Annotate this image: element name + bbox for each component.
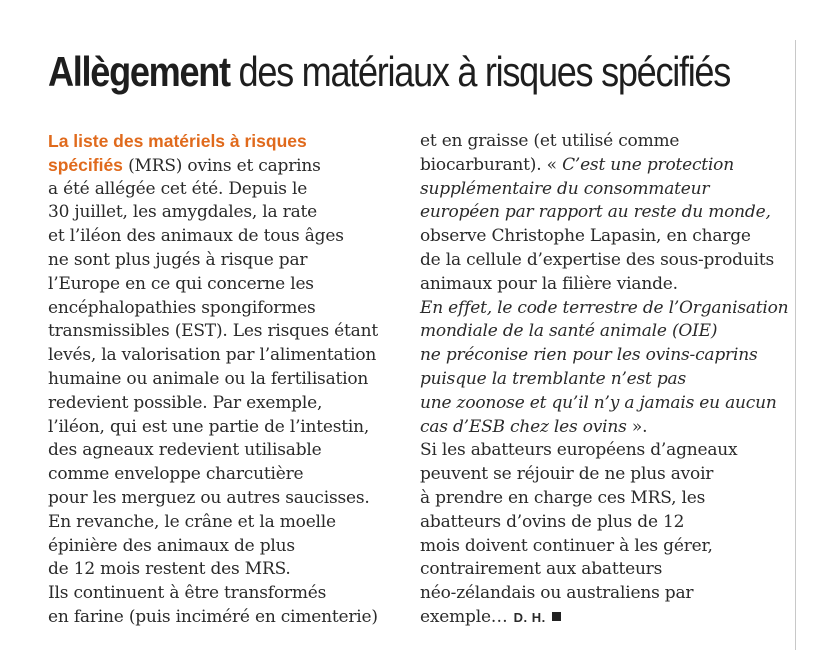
text-line: exemple… D. H.	[420, 606, 790, 630]
right-column	[420, 130, 790, 630]
text-line: a été allégée cet été. Depuis le	[48, 178, 308, 199]
text-line: redevient possible. Par exemple,	[48, 392, 323, 413]
text-line: à prendre en charge ces MRS, les	[420, 487, 706, 508]
text-line: humaine ou animale ou la fertilisation	[48, 368, 369, 389]
text-line: animaux pour la filière viande.	[420, 273, 678, 294]
quote-line: ne préconise rien pour les ovins-caprins	[420, 345, 758, 366]
title-rest: des matériaux à risques spécifiés	[229, 48, 730, 95]
quote-line: supplémentaire du consommateur	[420, 178, 710, 199]
text-line: pour les merguez ou autres saucisses.	[48, 487, 370, 508]
text-line: ne sont plus jugés à risque par	[48, 249, 308, 270]
quote-line: mondiale de la santé animale (OIE)	[420, 321, 718, 342]
text-line: et l’iléon des animaux de tous âges	[48, 226, 344, 247]
text-line: comme enveloppe charcutière	[48, 464, 304, 485]
quote-line: puisque la tremblante n’est pas	[420, 368, 687, 389]
text-line: Si les abatteurs européens d’agneaux	[420, 440, 738, 461]
text-line: et en graisse (et utilisé comme	[420, 131, 680, 151]
text-line: 30 juillet, les amygdales, la rate	[48, 202, 318, 223]
quote-line: En effet, le code terrestre de l’Organisation	[420, 297, 789, 318]
text-line: peuvent se réjouir de ne plus avoir	[420, 464, 714, 485]
lead-line-2: spécifiés	[48, 154, 123, 175]
text-line: mois doivent continuer à les gérer,	[420, 535, 713, 556]
text-line: spécifiés (MRS) ovins et caprins	[48, 154, 321, 176]
text-line: levés, la valorisation par l’alimentation	[48, 345, 377, 366]
quote-line: une zoonose et qu’il n’y a jamais eu aucun	[420, 392, 777, 413]
quote-line: cas d’ESB chez les ovins ».	[420, 416, 648, 437]
quote-line: européen par rapport au reste du monde,	[420, 202, 771, 223]
text-line: l’iléon, qui est une partie de l’intestin,	[48, 416, 370, 437]
text-line: biocarburant). « C’est une protection	[420, 154, 734, 175]
text-line: l’Europe en ce qui concerne les	[48, 273, 314, 294]
text-line: observe Christophe Lapasin, en charge	[420, 226, 751, 247]
text-line: encéphalopathies spongiformes	[48, 297, 316, 318]
text-line: En revanche, le crâne et la moelle	[48, 511, 336, 532]
text-line: de la cellule d’expertise des sous-produits	[420, 249, 775, 270]
end-of-article-square-icon	[552, 612, 561, 621]
lead-line-1: La liste des matériels à risques	[48, 131, 307, 151]
text-line: néo-zélandais ou australiens par	[420, 583, 694, 604]
text-line: épinière des animaux de plus	[48, 535, 295, 556]
text-line: transmissibles (EST). Les risques étant	[48, 321, 378, 342]
left-column	[48, 130, 396, 630]
text-line: Ils continuent à être transformés	[48, 583, 327, 604]
text-line: de 12 mois restent des MRS.	[48, 559, 291, 580]
title-bold-word: Allègement	[48, 48, 230, 95]
page-edge-rule	[795, 40, 796, 650]
text-line: en farine (puis inciméré en cimenterie)	[48, 606, 378, 627]
text-line: contrairement aux abatteurs	[420, 559, 663, 580]
author-signature: D. H.	[513, 609, 546, 625]
text-line: abatteurs d’ovins de plus de 12	[420, 511, 685, 532]
text-line: des agneaux redevient utilisable	[48, 440, 322, 461]
article-title	[48, 40, 730, 104]
